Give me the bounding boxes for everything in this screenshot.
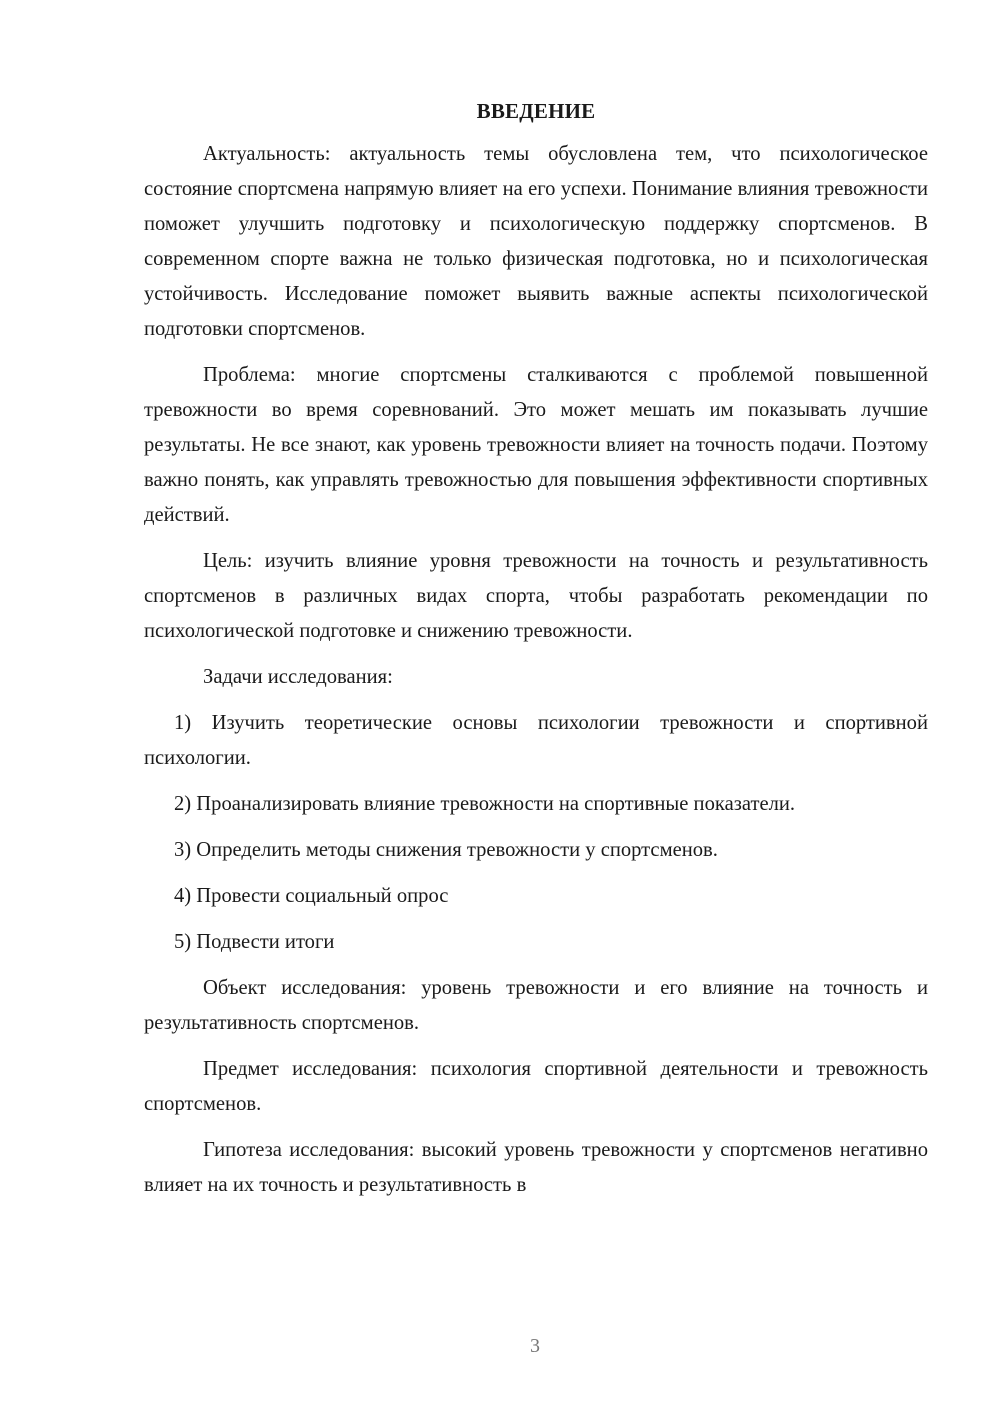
section-title: ВВЕДЕНИЕ bbox=[476, 99, 596, 123]
document-page bbox=[144, 96, 928, 1214]
task-item-4: 4) Провести социальный опрос bbox=[174, 885, 449, 907]
task-item-3: 3) Определить методы снижения тревожности у спортсменов. bbox=[174, 839, 718, 861]
task-item-1: 1) Изучить теоретические основы психологии тревожности и спортивной психологии. bbox=[144, 712, 928, 769]
paragraph-hypothesis: Гипотеза исследования: высокий уровень тревожности у спортсменов негативно влияет на их точность и результативность в bbox=[144, 1139, 928, 1196]
paragraph-tasks-heading: Задачи исследования: bbox=[203, 666, 393, 688]
paragraph-object: Объект исследования: уровень тревожности и его влияние на точность и результативность спортсменов. bbox=[144, 977, 928, 1034]
page-number: 3 bbox=[530, 1335, 540, 1357]
task-item-5: 5) Подвести итоги bbox=[174, 931, 335, 953]
paragraph-problem: Проблема: многие спортсмены сталкиваются с проблемой повышенной тревожности во время соревнований. Это может мешать им показывать лучшие результаты. Не все знают, как уровень тревожности влияет на точность подачи. Поэтому важно понять, как управлять тревожностью для повышения эффективности спортивных действий. bbox=[144, 364, 928, 526]
paragraph-subject: Предмет исследования: психология спортивной деятельности и тревожность спортсменов. bbox=[144, 1058, 928, 1115]
paragraph-goal: Цель: изучить влияние уровня тревожности на точность и результативность спортсменов в различных видах спорта, чтобы разработать рекомендации по психологической подготовке и снижению тревожности. bbox=[144, 550, 928, 642]
paragraph-relevance: Актуальность: актуальность темы обусловлена тем, что психологическое состояние спортсмена напрямую влияет на его успехи. Понимание влияния тревожности поможет улучшить подготовку и психологическую поддержку спортсменов. В современном спорте важна не только физическая подготовка, но и психологическая устойчивость. Исследование поможет выявить важные аспекты психологической подготовки спортсменов. bbox=[144, 143, 928, 340]
task-item-2: 2) Проанализировать влияние тревожности на спортивные показатели. bbox=[174, 793, 796, 815]
